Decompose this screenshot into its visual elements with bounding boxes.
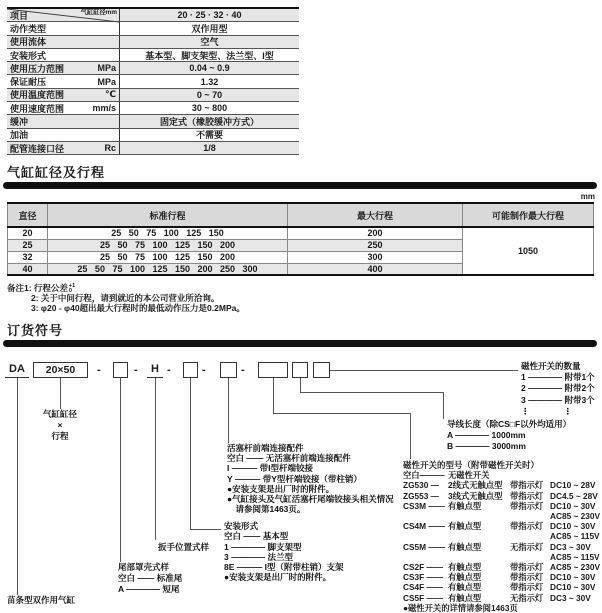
- code-separator: -: [202, 364, 206, 376]
- switch-voltage: [550, 593, 602, 603]
- line: ⋮ ⋮: [521, 405, 573, 416]
- line: 1 ———— 附带1个: [521, 372, 595, 383]
- spec-row: [7, 115, 299, 128]
- leader-line: [273, 378, 274, 413]
- spec-label: 使用温度范围: [10, 90, 65, 101]
- switch-indicator: 带指示灯: [510, 521, 544, 532]
- spec-row-left: [7, 36, 120, 48]
- value-line: DC10 ~ 30V: [550, 572, 596, 583]
- leader-line: [443, 392, 444, 419]
- spec-row: [7, 75, 299, 88]
- possible-max-cell: 1050: [463, 227, 594, 275]
- switch-voltage: [550, 501, 602, 521]
- switch-type: 有触点型: [448, 521, 482, 532]
- code-separator: -: [134, 364, 138, 376]
- spec-row: [7, 49, 299, 62]
- note-1-text: 备注1: 行程公差: [7, 283, 68, 293]
- code-piston-rod-box: [220, 362, 237, 378]
- bore-cell: 25: [8, 239, 48, 251]
- line: 磁性开关的数量: [521, 361, 581, 371]
- value-line: AC85 ~ 115V: [550, 551, 600, 562]
- switch-type: 3线式无触点型: [448, 490, 503, 501]
- spec-header-value: 20 · 25 · 32 · 40: [177, 10, 242, 21]
- switch-model-row: [403, 470, 602, 480]
- col-header-max: 最大行程: [288, 203, 463, 227]
- leader-line: [17, 378, 18, 595]
- leader-line: [273, 413, 411, 414]
- code-bore-stroke-box: 20×50: [33, 362, 88, 378]
- line: ●安装支架是出厂时的附件。: [224, 572, 332, 583]
- order-section-title: 订货符号: [7, 323, 64, 338]
- switch-voltage: [550, 480, 602, 490]
- leader-line: [300, 392, 444, 393]
- spec-unit: MPa: [97, 76, 116, 87]
- value-line: DC10 ~ 28V: [550, 480, 596, 491]
- spec-row-left: [7, 142, 120, 154]
- note-3: 3: φ20 - φ40超出最大行程时的最低动作压力是0.2MPa。: [31, 303, 245, 314]
- spec-value: 基本型、脚支架型、法兰型、I型: [145, 50, 274, 61]
- spec-row-left: [7, 49, 120, 61]
- leader-line: [120, 378, 121, 562]
- spec-row: [7, 102, 299, 115]
- value-line: DC10 ~ 30V: [550, 582, 596, 593]
- switch-voltage: [550, 542, 602, 562]
- switch-type: 有触点型: [448, 562, 482, 573]
- piston-rod-accessory-block: [227, 443, 394, 514]
- line: 空白 —— 标准尾: [118, 573, 183, 583]
- line: 活塞杆前端连接配件: [227, 443, 304, 453]
- switch-model: 空白———: [403, 470, 445, 481]
- standard-strokes-cell: 25 50 75 100 125 150 200 250 300: [48, 263, 288, 275]
- bore-cell: 20: [8, 227, 48, 239]
- stroke-table: [7, 202, 594, 276]
- switch-indicator: 无指示灯: [510, 592, 544, 603]
- tolerance-upper: +1: [68, 283, 76, 290]
- max-stroke-cell: 400: [288, 263, 463, 275]
- switch-model-row: [403, 491, 602, 501]
- line: ×: [57, 420, 63, 430]
- value-line: DC3 ~ 30V: [550, 592, 591, 603]
- notes: [7, 283, 245, 313]
- switch-model: CS3M ——: [403, 500, 445, 511]
- bore-stroke-label: [30, 409, 90, 442]
- switch-type: 有触点型: [448, 582, 482, 593]
- spec-label: 缓冲: [10, 117, 29, 128]
- spec-label: 配管连接口径: [10, 143, 65, 154]
- spec-row-left: [7, 62, 120, 74]
- value-line: AC85 ~ 115V: [550, 531, 600, 542]
- line: A ———— 短尾: [118, 584, 180, 594]
- spec-row: [7, 142, 299, 155]
- switch-type: 有触点型: [448, 592, 482, 603]
- switch-model: CS4M ——: [403, 521, 445, 532]
- code-separator: -: [97, 364, 101, 376]
- line: B ———— 3000mm: [447, 441, 526, 451]
- max-stroke-cell: 300: [288, 251, 463, 263]
- switch-model-row: [403, 572, 602, 582]
- diagonal-top-label: 气缸缸径mm: [80, 9, 117, 16]
- leader-line: [228, 378, 229, 443]
- leader-line: [155, 378, 156, 540]
- switch-model-row: [403, 521, 602, 541]
- switch-voltage: [550, 521, 602, 541]
- spec-label: 动作类型: [10, 23, 47, 34]
- section-bar: [3, 182, 597, 189]
- switch-type: 有触点型: [448, 572, 482, 583]
- code-switch-model-box: [258, 362, 288, 378]
- switch-voltage: [550, 582, 602, 592]
- switch-model: CS4F ——: [403, 582, 444, 593]
- switch-type: 无磁性开关: [448, 470, 490, 481]
- max-stroke-cell: 200: [288, 227, 463, 239]
- bore-cell: 40: [8, 263, 48, 275]
- line: 3 ———— 附带3个: [521, 394, 595, 405]
- standard-strokes-cell: 25 50 75 100 125 150 200: [48, 239, 288, 251]
- code-mounting-box: [183, 362, 198, 378]
- spec-value: 0 ~ 70: [196, 89, 223, 100]
- line: 请参阅第1463页。: [227, 504, 306, 515]
- switch-model: ZG553 —: [403, 490, 439, 501]
- switch-model-row: [403, 480, 602, 490]
- switch-footer-note: ●磁性开关的详情请参阅1463页: [403, 602, 518, 613]
- diagonal-bottom-label: 项目: [10, 11, 29, 22]
- switch-quantity-block: [521, 361, 595, 417]
- spec-value: 不需要: [195, 130, 223, 141]
- switch-indicator: 带指示灯: [510, 582, 544, 593]
- line: ●气缸接头及气缸活塞杆尾端铰接头相关情况: [227, 494, 394, 505]
- stroke-header-row: [8, 203, 594, 227]
- series-name-label: 苗条型双作用气缸: [7, 595, 76, 605]
- value-line: DC10 ~ 30V: [550, 521, 596, 532]
- switch-indicator: 无指示灯: [510, 541, 544, 552]
- line: 尾部罩壳式样: [118, 562, 170, 572]
- code-separator: -: [241, 364, 245, 376]
- switch-model-block: [403, 460, 602, 613]
- note-1: [7, 283, 245, 293]
- line: 空白 —— 无活塞杆前端连接配件: [227, 453, 351, 464]
- code-lead-wire-box: [292, 362, 308, 378]
- line: 安装形式: [224, 521, 259, 531]
- spec-value: 1.32: [200, 76, 219, 87]
- spec-diagonal-cell: [7, 9, 120, 21]
- leader-line: [190, 529, 221, 530]
- standard-strokes-cell: 25 50 75 100 125 150: [48, 227, 288, 239]
- spec-label: 使用压力范围: [10, 63, 65, 74]
- stroke-section-title: 气缸缸径及行程: [7, 165, 106, 180]
- col-header-bore: 直径: [8, 203, 48, 227]
- wrench-position-label: 扳手位置式样: [158, 542, 210, 552]
- line: 导线长度（除CS□F以外均适用）: [447, 419, 572, 429]
- lead-wire-length-block: [447, 419, 571, 452]
- spec-value: 1/8: [203, 143, 216, 154]
- line: Y ——— 带Y型杆端铰接（带柱销）: [227, 473, 362, 484]
- spec-row-left: [7, 89, 120, 101]
- switch-type: 有触点型: [448, 500, 482, 511]
- switch-model-row: [403, 562, 602, 572]
- line: 气缸缸径: [42, 409, 77, 419]
- leader-line: [300, 378, 301, 392]
- spec-label: 使用流体: [10, 37, 47, 48]
- stroke-row-20: [8, 227, 594, 239]
- value-line: AC85 ~ 230V: [550, 562, 601, 573]
- spec-unit: Rc: [104, 143, 116, 154]
- spec-value: 30 ~ 800: [191, 103, 228, 114]
- spec-header-row: [7, 9, 299, 22]
- switch-voltage: [550, 491, 602, 501]
- switch-model-row: [403, 582, 602, 592]
- line: ●安装支架是出厂时的附件。: [227, 483, 335, 494]
- spec-unit: mm/s: [92, 103, 116, 114]
- spec-row: [7, 129, 299, 142]
- switch-model-heading: 磁性开关的型号（附带磁性开关时）: [403, 460, 540, 470]
- spec-row: [7, 22, 299, 35]
- code-tail-cover-box: [113, 362, 128, 378]
- spec-label: 保证耐压: [10, 77, 47, 88]
- leader-line: [190, 378, 191, 529]
- switch-model-row: [403, 542, 602, 562]
- spec-value: 0.04 ~ 0.9: [189, 63, 230, 74]
- section-bar: [3, 340, 597, 347]
- value-line: DC10 ~ 30V: [550, 500, 596, 511]
- spec-row-left: [7, 102, 120, 114]
- spec-label: 加油: [10, 130, 29, 141]
- switch-voltage: [550, 470, 602, 480]
- col-header-standard: 标准行程: [48, 203, 288, 227]
- spec-row: [7, 89, 299, 102]
- switch-model: CS3F ——: [403, 572, 444, 583]
- spec-row-left: [7, 75, 120, 87]
- line: 1 ———— 脚支架型: [224, 541, 302, 552]
- switch-indicator: 带指示灯: [510, 480, 544, 491]
- switch-model-row: [403, 501, 602, 521]
- code-wrench-symbol: H: [147, 362, 163, 378]
- tail-cover-block: [118, 562, 182, 595]
- value-line: DC3 ~ 30V: [550, 541, 591, 552]
- spec-row: [7, 62, 299, 75]
- switch-indicator: 带指示灯: [510, 572, 544, 583]
- spec-table: [7, 7, 299, 155]
- mounting-type-block: [224, 521, 343, 583]
- spec-row: [7, 36, 299, 49]
- switch-voltage: [550, 572, 602, 582]
- switch-indicator: 带指示灯: [510, 562, 544, 573]
- switch-type: 有触点型: [448, 541, 482, 552]
- line: 行程: [51, 431, 69, 441]
- spec-label: 安装形式: [10, 50, 47, 61]
- spec-unit: ℃: [105, 89, 116, 100]
- leader-line: [330, 370, 518, 371]
- line: 3 ———— 法兰型: [224, 551, 293, 562]
- spec-unit: MPa: [97, 63, 116, 74]
- switch-model: CS2F ——: [403, 562, 444, 573]
- leader-line: [60, 378, 61, 409]
- line: 2 ———— 附带2个: [521, 383, 595, 394]
- spec-value: 空气: [200, 37, 219, 48]
- switch-model: ZG530 —: [403, 480, 439, 491]
- switch-model: CS5F ——: [403, 592, 444, 603]
- line: 空白 —— 基本型: [224, 531, 289, 542]
- standard-strokes-cell: 25 50 75 100 125 150 200: [48, 251, 288, 263]
- spec-value: 固定式（橡胶缓冲方式）: [159, 117, 259, 128]
- code-switch-qty-box: [313, 362, 330, 378]
- value-line: AC85 ~ 230V: [550, 511, 601, 522]
- unit-note: mm: [580, 192, 595, 201]
- value-line: DC4.5 ~ 28V: [550, 490, 598, 501]
- spec-value: 双作用型: [191, 23, 228, 34]
- max-stroke-cell: 250: [288, 239, 463, 251]
- line: A ———— 1000mm: [447, 430, 526, 440]
- spec-row-left: [7, 129, 120, 141]
- col-header-possible-max: 可能制作最大行程: [463, 203, 594, 227]
- code-prefix: DA: [5, 362, 29, 378]
- switch-indicator: 带指示灯: [510, 490, 544, 501]
- switch-indicator: [510, 470, 550, 480]
- switch-model: CS5M ——: [403, 541, 445, 552]
- line: 8E ——— I型（附带柱销）支架: [224, 562, 344, 573]
- tolerance-fraction: [69, 284, 75, 293]
- spec-row-left: [7, 22, 120, 34]
- spec-row-left: [7, 115, 120, 127]
- switch-indicator: 带指示灯: [510, 500, 544, 511]
- code-separator: -: [167, 364, 171, 376]
- switch-voltage: [550, 562, 602, 572]
- spec-label: 使用速度范围: [10, 103, 65, 114]
- leader-line: [410, 413, 411, 459]
- bore-cell: 32: [8, 251, 48, 263]
- switch-type: 2线式无触点型: [448, 480, 503, 491]
- tolerance-lower: 0: [68, 287, 72, 294]
- switch-model-row: [403, 593, 602, 603]
- note-2: 2: 关于中间行程，请到就近的本公司营业所洽询。: [31, 293, 220, 304]
- line: I ——— 带I型杆端铰接: [227, 463, 313, 474]
